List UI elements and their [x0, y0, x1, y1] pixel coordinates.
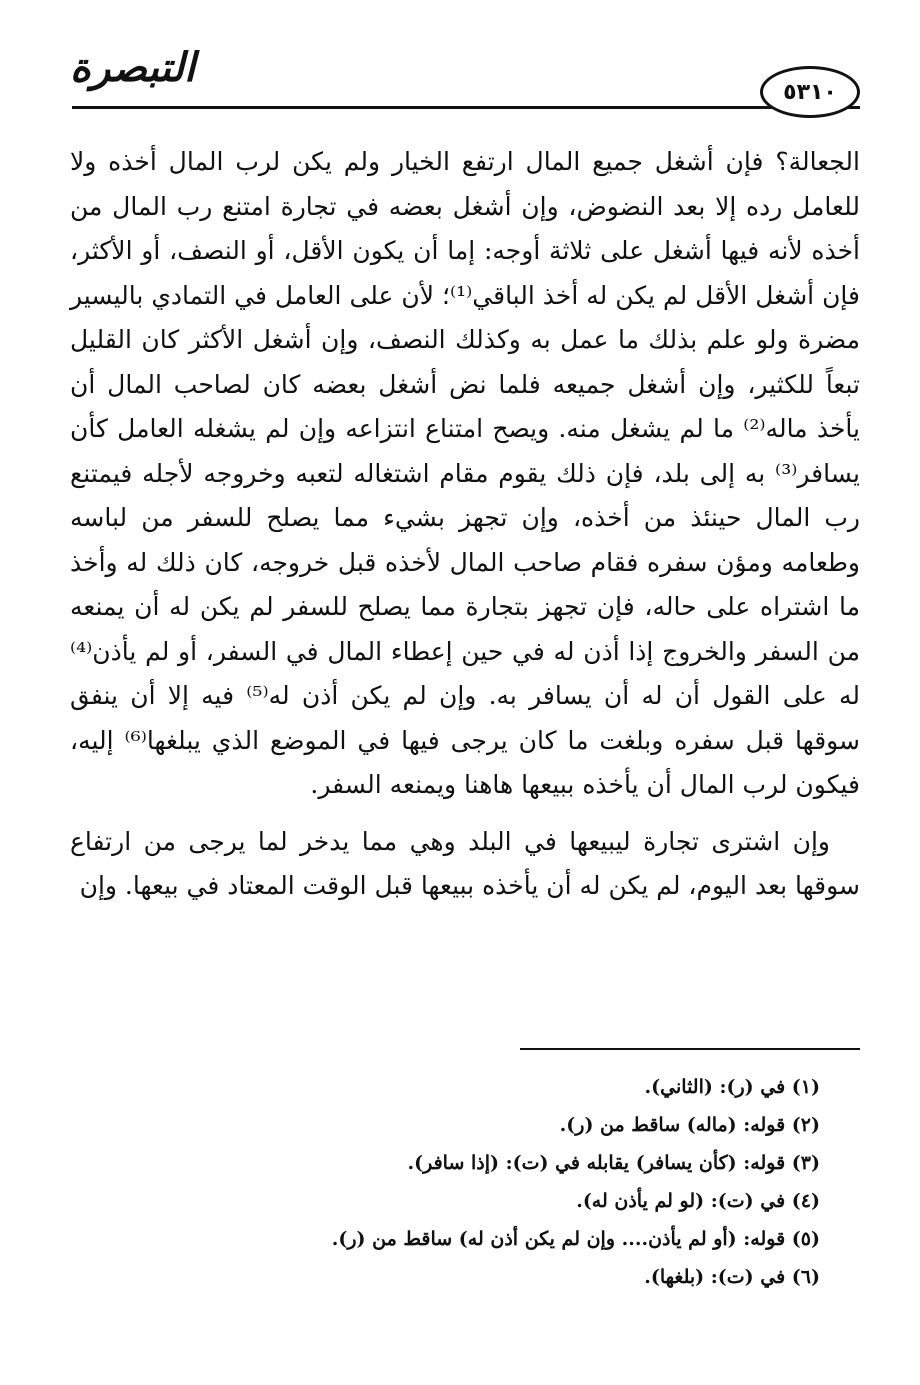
footnote: (٥) قوله: (أو لم يأذن.... وإن لم يكن أذن له) ساقط من (ر). [331, 1228, 820, 1250]
page-number-badge [760, 66, 860, 118]
header-rule [72, 106, 860, 109]
page-header [60, 42, 860, 122]
paragraph: الجعالة؟ فإن أشغل جميع المال ارتفع الخيار ولم يكن لرب المال أخذه ولا للعامل رده إلا بعد النضوض، وإن أشغل بعضه في تجارة امتنع رب المال من أخذه لأنه فيها أشغل على ثلاثة أوجه: إما أن يكون الأقل، أو النصف، أو الأكثر، فإن أشغل الأقل لم يكن له أخذ الباقي⁽¹⁾؛ لأن على العامل في التمادي باليسير مضرة ولو علم بذلك ما عمل به وكذلك النصف، وإن أشغل الأكثر كان القليل تبعاً للكثير، وإن أشغل جميعه فلما نض أشغل بعضه كان لصاحب المال أن يأخذ ماله⁽²⁾ ما لم يشغل منه. ويصح امتناع انتزاعه وإن لم يشغله العامل كأن يسافر⁽³⁾ به إلى بلد، فإن ذلك يقوم مقام اشتغاله لتعبه وخروجه لأجله فيمتنع رب المال حينئذ من أخذه، وإن تجهز بشيء مما يصلح للسفر من لباسه وطعامه ومؤن سفره فقام صاحب المال لأخذه قبل خروجه، كان ذلك له وأخذ ما اشتراه على حاله، فإن تجهز بتجارة مما يصلح للسفر لم يكن له أن يمنعه من السفر والخروج إذا أذن له في حين إعطاء المال في السفر، أو لم يأذن⁽⁴⁾ له على القول أن له أن يسافر به. وإن لم يكن أذن له⁽⁵⁾ فيه إلا أن ينفق سوقها قبل سفره وبلغت ما كان يرجى فيها في الموضع الذي يبلغها⁽⁶⁾ إليه، فيكون لرب المال أن يأخذه ببيعها هاهنا ويمنعه السفر. [70, 147, 861, 799]
footnote: (١) في (ر): (الثاني). [644, 1076, 820, 1098]
footnote-separator [520, 1048, 860, 1050]
page-number: ٥٣١٠ [783, 79, 837, 105]
footnotes [70, 1068, 820, 1296]
footnote: (٦) في (ت): (بلغها). [644, 1266, 820, 1288]
footnote: (٢) قوله: (ماله) ساقط من (ر). [559, 1114, 820, 1136]
paragraph: وإن اشترى تجارة ليبيعها في البلد وهي مما يدخر لما يرجى من ارتفاع سوقها بعد اليوم، لم يكن له أن يأخذه ببيعها قبل الوقت المعتاد في بيعها. وإن [70, 826, 860, 900]
footnote: (٤) في (ت): (لو لم يأذن له). [576, 1190, 820, 1212]
footnote: (٣) قوله: (كأن يسافر) يقابله في (ت): (إذا سافر). [407, 1152, 820, 1174]
book-title: التبصرة [70, 44, 196, 91]
main-text [70, 140, 860, 909]
